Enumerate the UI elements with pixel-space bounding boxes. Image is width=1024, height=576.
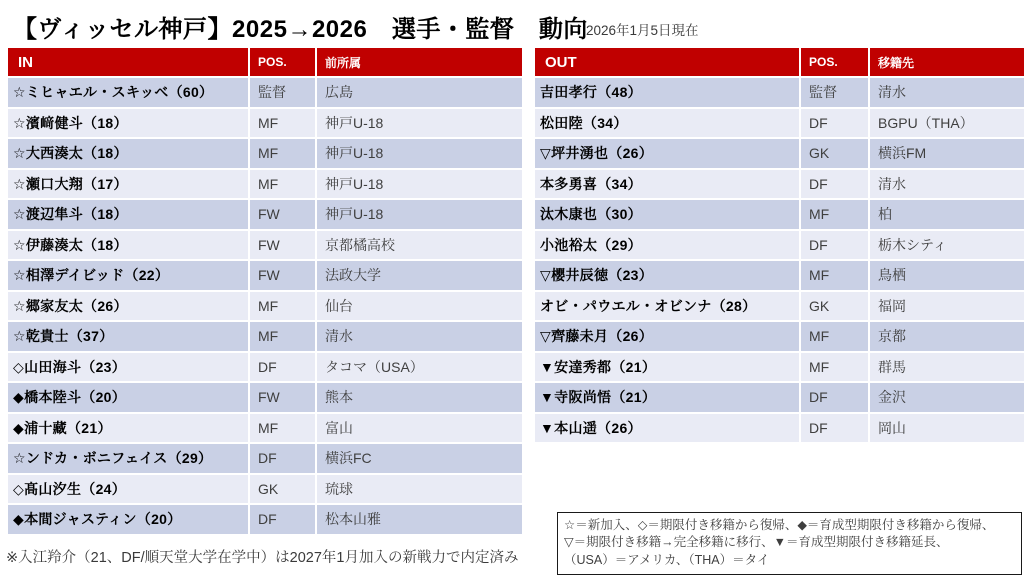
table-row [535, 292, 1024, 321]
previous-club-cell: 熊本 [317, 383, 522, 412]
previous-club-cell: 琉球 [317, 475, 522, 504]
table-row [8, 322, 522, 351]
destination-club-cell: 清水 [870, 170, 1024, 199]
position-cell: FW [250, 231, 315, 260]
table-row [8, 200, 522, 229]
previous-club-cell: 松本山雅 [317, 505, 522, 534]
position-cell: DF [801, 109, 868, 138]
position-cell: FW [250, 200, 315, 229]
previous-club-cell: タコマ（USA） [317, 353, 522, 382]
position-cell: DF [801, 383, 868, 412]
table-row [8, 383, 522, 412]
table-row [535, 109, 1024, 138]
table-row [535, 231, 1024, 260]
legend-line-3: （USA）＝アメリカ、（THA）＝タイ [564, 552, 770, 567]
position-cell: DF [250, 444, 315, 473]
out-header-destination-club: 移籍先 [870, 48, 1024, 76]
page-title: 【ヴィッセル神戸】2025→2026 選手・監督 動向 [13, 16, 588, 43]
table-row [8, 109, 522, 138]
table-row [535, 414, 1024, 443]
player-name-cell: ☆渡辺隼斗（18） [8, 200, 248, 229]
destination-club-cell: 京都 [870, 322, 1024, 351]
position-cell: MF [801, 353, 868, 382]
destination-club-cell: 鳥栖 [870, 261, 1024, 290]
destination-club-cell: 岡山 [870, 414, 1024, 443]
position-cell: GK [801, 292, 868, 321]
out-table-body [535, 78, 1024, 442]
player-name-cell: ☆瀬口大翔（17） [8, 170, 248, 199]
position-cell: MF [250, 139, 315, 168]
legend-line-1: ☆＝新加入、◇＝期限付き移籍から復帰、◆＝育成型期限付き移籍から復帰、 [564, 518, 995, 532]
table-row [8, 170, 522, 199]
player-name-cell: 小池裕太（29） [535, 231, 799, 260]
player-name-cell: ▼寺阪尚悟（21） [535, 383, 799, 412]
as-of-date: 2026年1月5日現在 [586, 23, 699, 38]
table-row [535, 78, 1024, 107]
table-row [8, 261, 522, 290]
destination-club-cell: BGPU（THA） [870, 109, 1024, 138]
table-row [8, 475, 522, 504]
destination-club-cell: 栃木シティ [870, 231, 1024, 260]
table-row [535, 170, 1024, 199]
player-name-cell: ▼安達秀都（21） [535, 353, 799, 382]
player-name-cell: ◆本間ジャスティン（20） [8, 505, 248, 534]
position-cell: MF [250, 170, 315, 199]
previous-club-cell: 横浜FC [317, 444, 522, 473]
table-row [535, 261, 1024, 290]
out-header-position: POS. [801, 48, 868, 76]
footnote: ※入江羚介（21、DF/順天堂大学在学中）は2027年1月加入の新戦力で内定済み [6, 550, 519, 566]
position-cell: DF [801, 414, 868, 443]
in-header-position: POS. [250, 48, 315, 76]
player-name-cell: ▽坪井湧也（26） [535, 139, 799, 168]
position-cell: 監督 [801, 78, 868, 107]
position-cell: DF [250, 353, 315, 382]
table-row [8, 505, 522, 534]
destination-club-cell: 群馬 [870, 353, 1024, 382]
table-row [535, 200, 1024, 229]
position-cell: MF [801, 261, 868, 290]
previous-club-cell: 仙台 [317, 292, 522, 321]
position-cell: MF [801, 322, 868, 351]
table-row [8, 78, 522, 107]
table-row [535, 353, 1024, 382]
previous-club-cell: 法政大学 [317, 261, 522, 290]
destination-club-cell: 金沢 [870, 383, 1024, 412]
table-row [535, 139, 1024, 168]
position-cell: FW [250, 383, 315, 412]
player-name-cell: ◆橋本陸斗（20） [8, 383, 248, 412]
player-name-cell: ☆乾貴士（37） [8, 322, 248, 351]
table-row [8, 292, 522, 321]
player-name-cell: ▽齊藤未月（26） [535, 322, 799, 351]
position-cell: GK [801, 139, 868, 168]
out-table [535, 48, 1024, 444]
table-row [8, 139, 522, 168]
previous-club-cell: 富山 [317, 414, 522, 443]
table-row [8, 231, 522, 260]
player-name-cell: ☆相澤デイビッド（22） [8, 261, 248, 290]
position-cell: FW [250, 261, 315, 290]
in-table-body [8, 78, 522, 534]
in-header-previous-club: 前所属 [317, 48, 522, 76]
previous-club-cell: 神戸U-18 [317, 170, 522, 199]
previous-club-cell: 京都橘高校 [317, 231, 522, 260]
position-cell: MF [250, 109, 315, 138]
table-row [8, 353, 522, 382]
in-header-label: IN [8, 48, 248, 76]
position-cell: MF [250, 322, 315, 351]
position-cell: GK [250, 475, 315, 504]
table-row [535, 322, 1024, 351]
player-name-cell: 汰木康也（30） [535, 200, 799, 229]
player-name-cell: ▼本山遥（26） [535, 414, 799, 443]
player-name-cell: ☆ミヒャエル・スキッベ（60） [8, 78, 248, 107]
player-name-cell: ☆伊藤湊太（18） [8, 231, 248, 260]
player-name-cell: ☆ンドカ・ボニフェイス（29） [8, 444, 248, 473]
player-name-cell: ◆浦十藏（21） [8, 414, 248, 443]
player-name-cell: ☆郷家友太（26） [8, 292, 248, 321]
position-cell: DF [801, 231, 868, 260]
destination-club-cell: 清水 [870, 78, 1024, 107]
destination-club-cell: 横浜FM [870, 139, 1024, 168]
player-name-cell: オビ・パウエル・オビンナ（28） [535, 292, 799, 321]
player-name-cell: 吉田孝行（48） [535, 78, 799, 107]
table-row [8, 444, 522, 473]
player-name-cell: ◇髙山汐生（24） [8, 475, 248, 504]
position-cell: DF [250, 505, 315, 534]
previous-club-cell: 神戸U-18 [317, 109, 522, 138]
table-row [535, 383, 1024, 412]
position-cell: MF [801, 200, 868, 229]
player-name-cell: ◇山田海斗（23） [8, 353, 248, 382]
destination-club-cell: 柏 [870, 200, 1024, 229]
position-cell: DF [801, 170, 868, 199]
in-table [8, 48, 522, 536]
player-name-cell: ☆大西湊太（18） [8, 139, 248, 168]
out-header-label: OUT [535, 48, 799, 76]
legend-line-2: ▽＝期限付き移籍→完全移籍に移行、▼＝育成型期限付き移籍延長、 [564, 535, 949, 550]
position-cell: MF [250, 414, 315, 443]
table-row [8, 414, 522, 443]
out-table-header [535, 48, 1024, 76]
previous-club-cell: 神戸U-18 [317, 139, 522, 168]
position-cell: MF [250, 292, 315, 321]
player-name-cell: 松田陸（34） [535, 109, 799, 138]
previous-club-cell: 清水 [317, 322, 522, 351]
player-name-cell: ☆濱﨑健斗（18） [8, 109, 248, 138]
position-cell: 監督 [250, 78, 315, 107]
previous-club-cell: 広島 [317, 78, 522, 107]
legend-box [557, 512, 1022, 575]
destination-club-cell: 福岡 [870, 292, 1024, 321]
in-table-header [8, 48, 522, 76]
player-name-cell: 本多勇喜（34） [535, 170, 799, 199]
previous-club-cell: 神戸U-18 [317, 200, 522, 229]
player-name-cell: ▽櫻井辰徳（23） [535, 261, 799, 290]
